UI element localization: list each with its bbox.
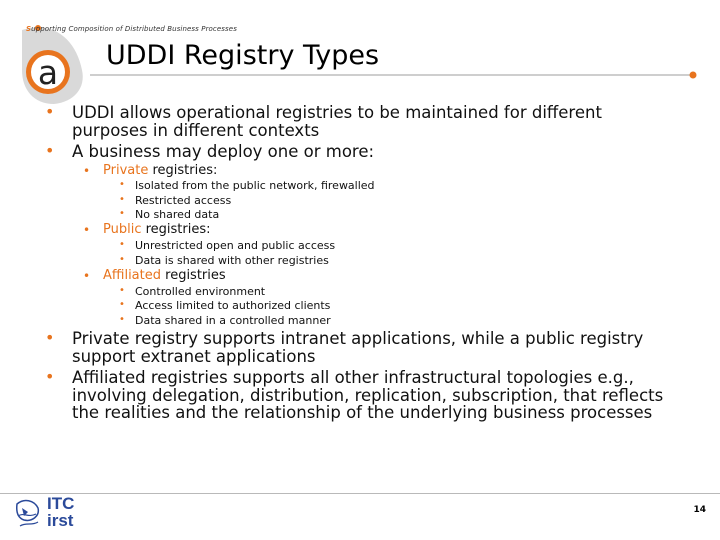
bullet-dot: • — [45, 328, 55, 347]
tagline-s: S — [26, 25, 32, 33]
sub-bullet-private — [83, 163, 218, 178]
tagline-word: Processes — [201, 25, 237, 33]
tagline-word: Composition — [68, 25, 114, 33]
bullet-dot: • — [119, 254, 125, 265]
bullet-dot: • — [45, 102, 55, 121]
bullet-text: Unrestricted open and public access — [135, 239, 336, 252]
logo-itc-text: ITC — [47, 494, 75, 513]
tagline-word: upporting — [31, 25, 67, 33]
bullet-text: registries: — [141, 222, 211, 237]
tagline-word: of — [115, 25, 123, 33]
sub-bullet-public — [83, 222, 211, 237]
bullet-text: No shared data — [135, 208, 220, 221]
svg-text:a: a — [37, 53, 59, 92]
list-item — [119, 314, 331, 327]
bullet-text: Restricted access — [135, 194, 232, 207]
bullet-dot: • — [83, 164, 91, 178]
bullet-text: A business may deploy one or more: — [72, 142, 375, 161]
itc-irst-logo-icon — [14, 495, 48, 533]
bullet-text: Controlled environment — [135, 285, 266, 298]
bullet-dot: • — [45, 367, 55, 386]
bullet-dot: • — [83, 269, 91, 283]
bullet-dot: • — [119, 208, 125, 219]
bullet-dot: • — [119, 285, 125, 296]
bullet-4 — [45, 367, 682, 422]
bullet-text: Data shared in a controlled manner — [135, 314, 331, 327]
bullet-text: registries: — [148, 163, 218, 178]
list-item — [119, 179, 375, 192]
bullet-2 — [45, 141, 682, 161]
accent-word: Public — [103, 222, 142, 237]
slide-title: UDDI Registry Types — [106, 40, 380, 71]
bullet-text: Access limited to authorized clients — [135, 299, 331, 312]
bullet-text: UDDI allows operational registries to be maintained for different purposes in different contexts — [72, 103, 602, 140]
list-item — [119, 299, 331, 312]
bullet-dot: • — [119, 194, 125, 205]
page-number: 14 — [693, 505, 706, 515]
sub-bullet-affiliated — [83, 268, 226, 283]
list-item — [119, 285, 266, 298]
bullet-3 — [45, 328, 682, 366]
tagline-word: Business — [167, 25, 199, 33]
bullet-text: Affiliated registries supports all other infrastructural topologies e.g., involving delegation, distribution, replication, subscription, that reflects the realities and the relationship of the underlying business processes — [72, 368, 664, 422]
bullet-text: Isolated from the public network, firewalled — [135, 179, 375, 192]
list-item — [119, 208, 220, 221]
bullet-dot: • — [45, 141, 55, 160]
accent-word: Private — [103, 163, 149, 178]
list-item — [119, 254, 329, 267]
bullet-text: registries — [161, 268, 226, 283]
bullet-1 — [45, 102, 682, 140]
list-item — [119, 239, 336, 252]
bullet-dot: • — [119, 314, 125, 325]
bullet-text: Data is shared with other registries — [135, 254, 329, 267]
bullet-dot: • — [119, 239, 125, 250]
bullet-dot: • — [119, 179, 125, 190]
list-item — [119, 194, 232, 207]
footer-divider — [0, 493, 720, 494]
accent-word: Affiliated — [103, 268, 161, 283]
bullet-text: Private registry supports intranet applications, while a public registry support extranet applications — [72, 329, 644, 366]
logo-irst-text: irst — [47, 511, 74, 530]
tagline-word: Distributed — [124, 25, 165, 33]
bullet-dot: • — [119, 299, 125, 310]
bullet-dot: • — [83, 223, 91, 237]
